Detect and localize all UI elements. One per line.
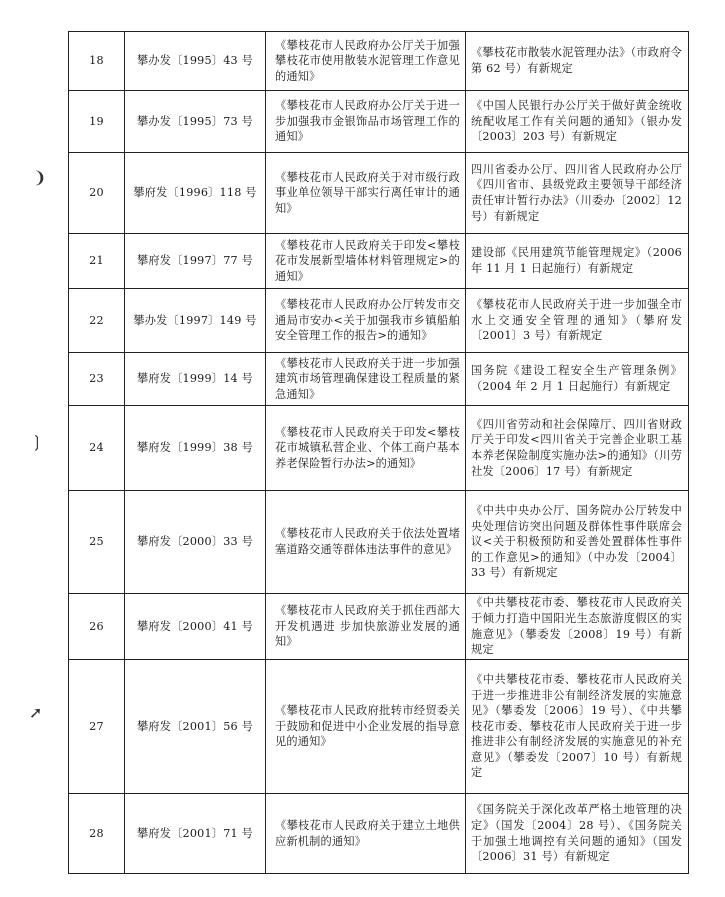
document-number: 攀府发〔2000〕33 号 <box>125 491 266 594</box>
document-title: 《攀枝花市人民政府关于对市级行政事业单位领导干部实行离任审计的通知》 <box>266 153 466 234</box>
row-number: 20 <box>69 153 125 234</box>
document-title: 《攀枝花市人民政府关于抓住西部大开发机遇进 步加快旅游业发展的通知》 <box>266 594 466 660</box>
abolish-reason: 《攀枝花市人民政府关于进一步加强全市水上交通安全管理的通知》（攀府发〔2001〕3 号）有新规定 <box>466 289 689 353</box>
table-row <box>69 234 689 289</box>
abolished-documents-table <box>68 31 689 874</box>
document-number: 攀府发〔1999〕14 号 <box>125 353 266 406</box>
abolish-reason: 《中共中央办公厅、国务院办公厅转发中央处理信访突出问题及群体性事件联席会议<关于积极预防和妥善处置群体性事件的工作意见>的通知》（中办发〔2004〕33 号）有新规定 <box>466 491 689 594</box>
table-row <box>69 91 689 153</box>
abolish-reason: 建设部《民用建筑节能管理规定》（2006 年 11 月 1 日起施行）有新规定 <box>466 234 689 289</box>
row-number: 18 <box>69 32 125 91</box>
scan-mark-2: ❳ <box>30 432 44 451</box>
table-row <box>69 289 689 353</box>
document-number: 攀府发〔1999〕38 号 <box>125 406 266 491</box>
row-number: 25 <box>69 491 125 594</box>
document-title: 《攀枝花市人民政府关于印发<攀枝花市发展新型墙体材料管理规定>的通知》 <box>266 234 466 289</box>
row-number: 26 <box>69 594 125 660</box>
document-number: 攀府发〔1997〕77 号 <box>125 234 266 289</box>
abolish-reason: 《中国人民银行办公厅关于做好黄金统收统配收尾工作有关问题的通知》（银办发〔2003〕203 号）有新规定 <box>466 91 689 153</box>
document-title: 《攀枝花市人民政府关于依法处置堵塞道路交通等群体违法事件的意见》 <box>266 491 466 594</box>
row-number: 19 <box>69 91 125 153</box>
document-table-container <box>68 31 689 874</box>
abolish-reason: 《四川省劳动和社会保障厅、四川省财政厅关于印发<四川省关于完善企业职工基本养老保险制度实施办法>的通知》（川劳社发〔2006〕17 号）有新规定 <box>466 406 689 491</box>
document-number: 攀府发〔2001〕71 号 <box>125 794 266 874</box>
document-number: 攀办发〔1995〕43 号 <box>125 32 266 91</box>
table-row <box>69 594 689 660</box>
row-number: 22 <box>69 289 125 353</box>
document-title: 《攀枝花市人民政府关于建立土地供应新机制的通知》 <box>266 794 466 874</box>
row-number: 27 <box>69 660 125 794</box>
document-number: 攀府发〔2000〕41 号 <box>125 594 266 660</box>
document-title: 《攀枝花市人民政府批转市经贸委关于鼓励和促进中小企业发展的指导意见的通知》 <box>266 660 466 794</box>
document-number: 攀办发〔1995〕73 号 <box>125 91 266 153</box>
table-row <box>69 353 689 406</box>
document-title: 《攀枝花市人民政府办公厅关于加强攀枝花市使用散装水泥管理工作意见的通知》 <box>266 32 466 91</box>
abolish-reason: 《攀枝花市散装水泥管理办法》（市政府令第 62 号）有新规定 <box>466 32 689 91</box>
scan-mark-3: ➚ <box>29 703 43 722</box>
table-row <box>69 794 689 874</box>
document-title: 《攀枝花市人民政府关于进一步加强建筑市场管理确保建设工程质量的紧急通知》 <box>266 353 466 406</box>
document-title: 《攀枝花市人民政府关于印发<攀枝花市城镇私营企业、个体工商户基本养老保险暂行办法>的通知》 <box>266 406 466 491</box>
row-number: 21 <box>69 234 125 289</box>
table-row <box>69 153 689 234</box>
abolish-reason: 国务院《建设工程安全生产管理条例》（2004 年 2 月 1 日起施行）有新规定 <box>466 353 689 406</box>
document-number: 攀办发〔1997〕149 号 <box>125 289 266 353</box>
scan-mark-1: ❩ <box>33 168 47 187</box>
row-number: 23 <box>69 353 125 406</box>
document-number: 攀府发〔1996〕118 号 <box>125 153 266 234</box>
document-title: 《攀枝花市人民政府办公厅关于进一步加强我市金银饰品市场管理工作的通知》 <box>266 91 466 153</box>
abolish-reason: 《中共攀枝花市委、攀枝花市人民政府关于进一步推进非公有制经济发展的实施意见》（攀委发〔2006〕19 号）、《中共攀枝花市委、攀枝花市人民政府关于进一步推进非公有制经济发展的实施意见的补充意见》（攀委发〔2007〕10 号）有新规定 <box>466 660 689 794</box>
abolish-reason: 《国务院关于深化改革严格土地管理的决定》（国发〔2004〕28 号）、《国务院关于加强土地调控有关问题的通知》（国发〔2006〕31 号）有新规定 <box>466 794 689 874</box>
table-row <box>69 32 689 91</box>
abolish-reason: 四川省委办公厅、四川省人民政府办公厅《四川省市、县级党政主要领导干部经济责任审计暂行办法》（川委办〔2002〕12 号）有新规定 <box>466 153 689 234</box>
table-row <box>69 491 689 594</box>
document-title: 《攀枝花市人民政府办公厅转发市交通局市安办<关于加强我市乡镇船舶安全管理工作的报告>的通知》 <box>266 289 466 353</box>
row-number: 24 <box>69 406 125 491</box>
table-row <box>69 660 689 794</box>
document-number: 攀府发〔2001〕56 号 <box>125 660 266 794</box>
table-row <box>69 406 689 491</box>
abolish-reason: 《中共攀枝花市委、攀枝花市人民政府关于倾力打造中国阳光生态旅游度假区的实施意见》（攀委发〔2008〕19 号）有新规定 <box>466 594 689 660</box>
row-number: 28 <box>69 794 125 874</box>
